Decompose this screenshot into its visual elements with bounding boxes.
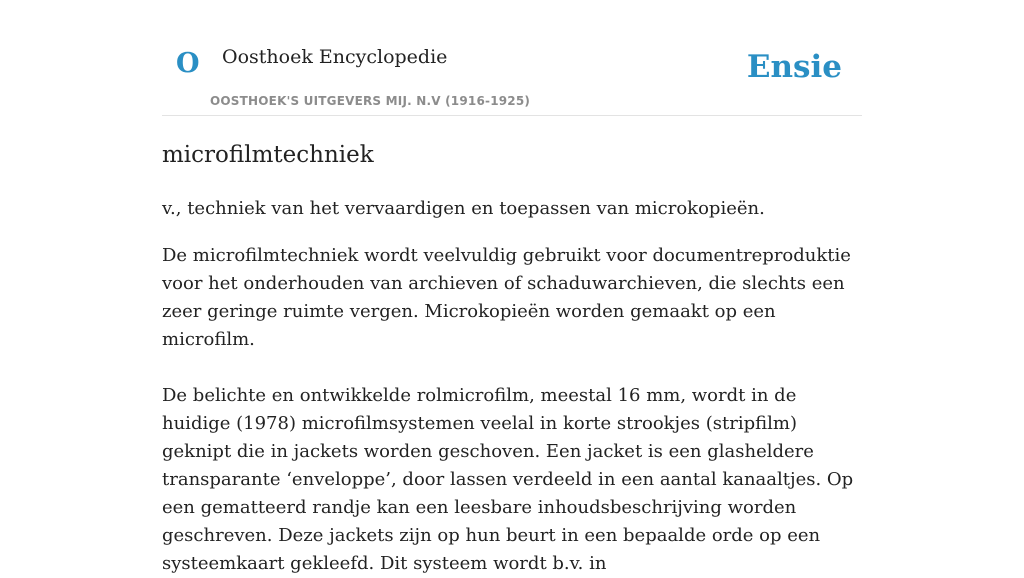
source-title[interactable]: Oosthoek Encyclopedie [222, 46, 448, 68]
source-header [162, 0, 862, 116]
ensie-brand-logo[interactable]: Ensie [746, 49, 842, 85]
source-logo[interactable]: O [176, 48, 200, 79]
entry-content [162, 140, 862, 578]
entry-paragraph: De belichte en ontwikkelde rolmicrofilm, meestal 16 mm, wordt in de huidige (1978) microfilmsystemen veelal in korte strookjes (stripfilm) geknipt die in jackets worden geschoven. Een jacket is een glasheldere transparante ‘enveloppe’, door lassen verdeeld in een aantal kanaaltjes. Op een gematteerd randje kan een leesbare inhoudsbeschrijving worden geschreven. Deze jackets zijn op hun beurt in een bepaalde orde op een systeemkaart gekleefd. Dit systeem wordt b.v. in [162, 385, 854, 574]
entry-title: microfilmtechniek [162, 142, 374, 168]
entry-paragraph: De microfilmtechniek wordt veelvuldig gebruikt voor documentreproduktie voor het onderhouden van archieven of schaduwarchieven, die slechts een zeer geringe ruimte vergen. Microkopieën worden gemaakt op een microfilm. [162, 245, 851, 350]
entry-definition: v., techniek van het vervaardigen en toepassen van microkopieën. [162, 198, 765, 219]
source-subtitle: OOSTHOEK'S UITGEVERS MIJ. N.V (1916-1925) [210, 94, 531, 108]
entry-card [162, 0, 862, 578]
